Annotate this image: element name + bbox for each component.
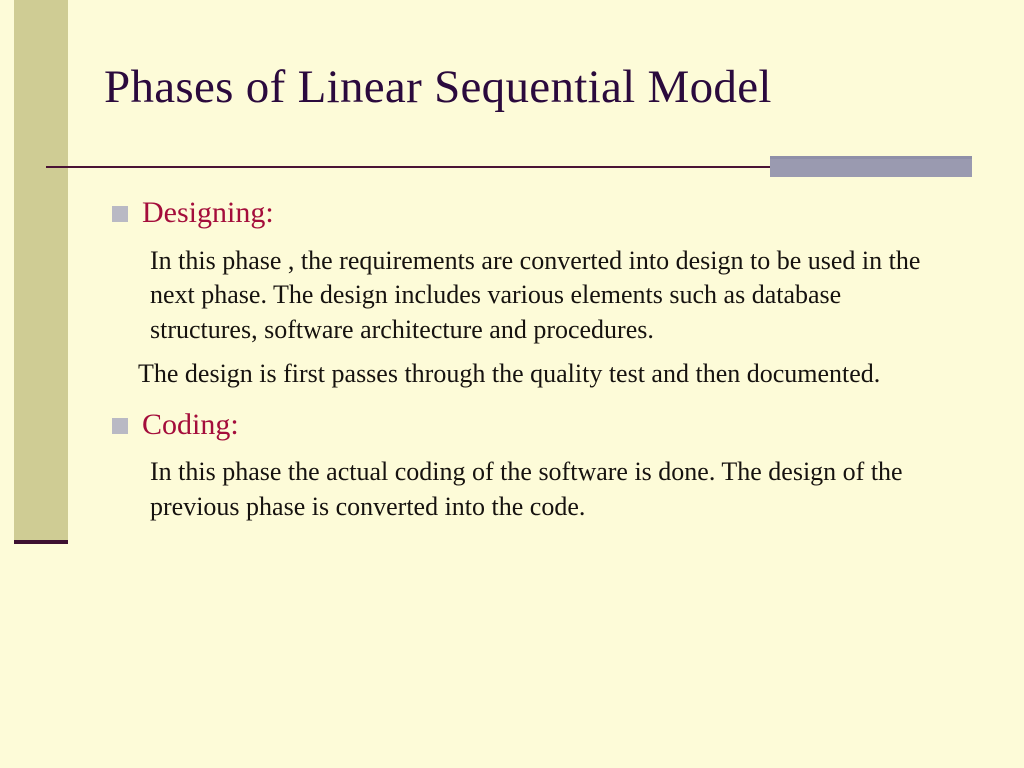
title-divider-accent [770, 156, 972, 177]
square-bullet-icon [112, 418, 128, 434]
left-band-rule [14, 540, 68, 544]
page-title: Phases of Linear Sequential Model [104, 61, 772, 113]
paragraph-designing-description: In this phase , the requirements are converted into design to be used in the next phase. The design includes various elements such as database structures, software architecture and procedures. [150, 245, 921, 344]
left-decorative-band [14, 0, 68, 540]
bullet-heading-coding: Coding: [142, 407, 239, 441]
list-item [112, 194, 972, 232]
paragraph-coding-description: In this phase the actual coding of the software is done. The design of the previous phase is converted into the code. [150, 457, 903, 521]
square-bullet-icon [112, 206, 128, 222]
list-item [112, 406, 972, 444]
slide-body [112, 188, 972, 524]
bullet-heading-designing: Designing: [142, 196, 274, 229]
spacer [112, 392, 972, 400]
paragraph-designing-quality-test: The design is first passes through the quality test and then documented. [138, 359, 881, 389]
